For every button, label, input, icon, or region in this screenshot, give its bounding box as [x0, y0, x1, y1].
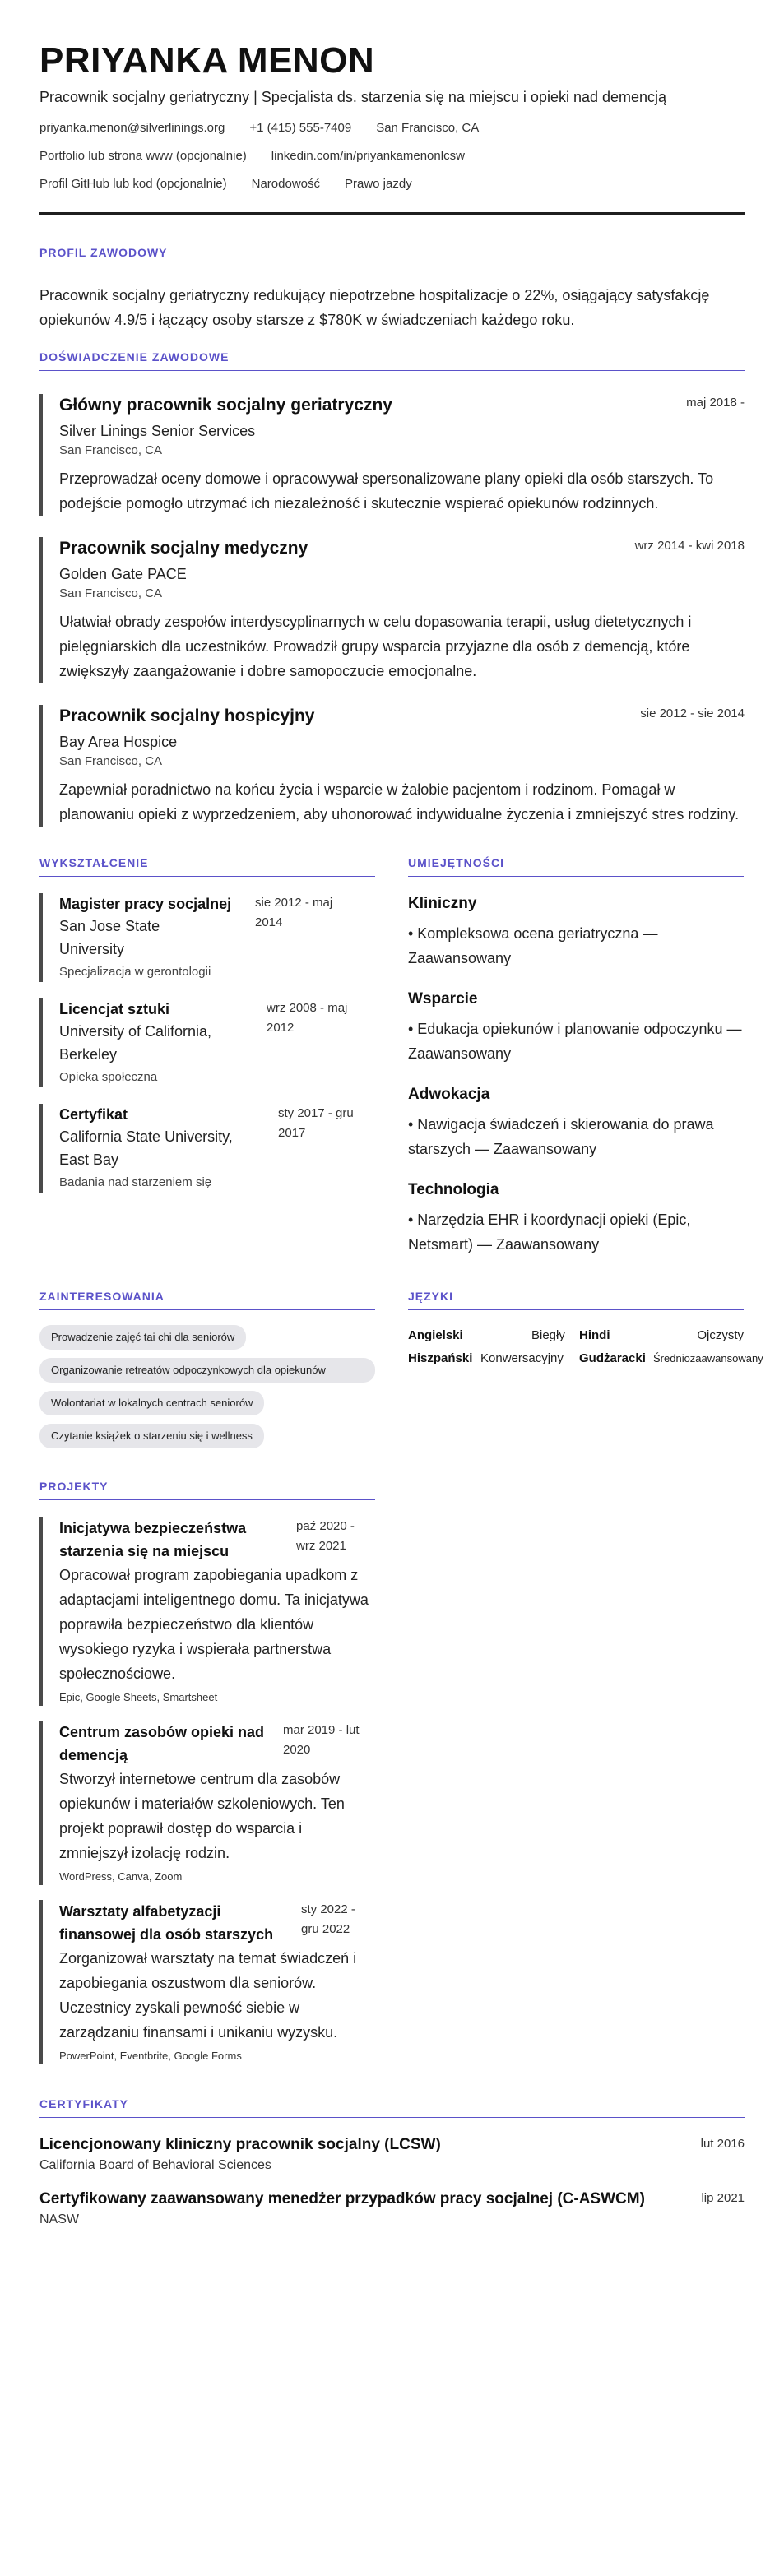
- project-entry: [39, 1517, 375, 1706]
- project-description: Opracował program zapobiegania upadkom z adaptacjami inteligentnego domu. Ta inicjatywa poprawiła bezpieczeństwo dla klientów wysokiego ryzyka i wspierała partnerstwa społecznościowe.: [59, 1567, 369, 1682]
- skill-group: [408, 989, 744, 1066]
- certificate-title: Licencjonowany kliniczny pracownik socjalny (LCSW): [39, 2136, 441, 2153]
- skill-category: Technologia: [408, 1181, 499, 1198]
- contact-row-2: [39, 148, 745, 164]
- education-entry: [39, 1104, 375, 1193]
- language-name: Angielski: [408, 1328, 463, 1342]
- job-organization: Silver Linings Senior Services: [59, 423, 256, 439]
- project-technologies: WordPress, Canva, Zoom: [59, 1870, 183, 1883]
- job-title: Pracownik socjalny hospicyjny: [59, 707, 315, 725]
- school-name: University of California, Berkeley: [59, 1023, 212, 1063]
- section-title-projects: PROJEKTY: [39, 1480, 375, 1500]
- education-date: sty 2017 - gru 2017: [278, 1106, 354, 1140]
- experience-entry: [39, 705, 745, 827]
- education-section: [39, 856, 375, 1257]
- skill-item: • Kompleksowa ocena geriatryczna — Zaawansowany: [408, 925, 658, 966]
- section-title-interests: ZAINTERESOWANIA: [39, 1290, 375, 1310]
- certificate-entry: [39, 2134, 745, 2175]
- job-location: San Francisco, CA: [59, 443, 163, 457]
- certificate-date: lut 2016: [700, 2137, 745, 2151]
- interest-tag: Czytanie książek o starzeniu się i wellness: [39, 1424, 264, 1448]
- linkedin-link[interactable]: linkedin.com/in/priyankamenonlcsw: [271, 149, 465, 163]
- project-description: Stworzył internetowe centrum dla zasobów opiekunów i materiałów szkoleniowych. Ten projekt poprawił dostęp do wsparcia i zmniejszył izolację rodzin.: [59, 1771, 345, 1861]
- section-title-certificates: CERTYFIKATY: [39, 2097, 745, 2118]
- job-date: wrz 2014 - kwi 2018: [634, 539, 745, 553]
- project-date: sty 2022 - gru 2022: [301, 1902, 355, 1936]
- section-title-education: WYKSZTAŁCENIE: [39, 856, 375, 877]
- skill-item: • Nawigacja świadczeń i skierowania do prawa starszych — Zaawansowany: [408, 1116, 714, 1157]
- certificate-entry: [39, 2189, 745, 2230]
- language-name: Hindi: [579, 1328, 610, 1342]
- education-entry: [39, 998, 375, 1087]
- job-organization: Bay Area Hospice: [59, 734, 178, 750]
- skill-group: [408, 893, 744, 971]
- profile-summary: Pracownik socjalny geriatryczny redukujący niepotrzebne hospitalizacje o 22%, osiągający satysfakcję opiekunów 4.9/5 i łączący osoby starsze z $780K w świadczeniach każdego roku.: [39, 287, 710, 328]
- project-date: paź 2020 - wrz 2021: [296, 1519, 355, 1553]
- job-description: Zapewniał poradnictwo na końcu życia i wsparcie w żałobie pacjentom i rodzinom. Pomagał w planowaniu opieki z wyprzedzeniem, aby uhonorować indywidualne życzenia i zmniejszyć stres rodziny.: [59, 781, 740, 822]
- contact-row-3: [39, 176, 745, 192]
- project-entry: [39, 1900, 375, 2064]
- project-date: mar 2019 - lut 2020: [283, 1723, 360, 1757]
- language-level: Konwersacyjny: [480, 1351, 564, 1365]
- skill-category: Kliniczny: [408, 895, 477, 912]
- language-level: Ojczysty: [697, 1328, 744, 1342]
- project-entry: [39, 1721, 375, 1885]
- education-field: Badania nad starzeniem się: [59, 1175, 212, 1189]
- education-date: sie 2012 - maj 2014: [255, 896, 333, 929]
- languages-section: [408, 1290, 763, 1448]
- headline: Pracownik socjalny geriatryczny | Specjalista ds. starzenia się na miejscu i opieki nad demencją: [39, 89, 667, 105]
- education-skills-row: [39, 856, 745, 1257]
- candidate-name: PRIYANKA MENON: [39, 40, 375, 81]
- language-level: Średniozaawansowany: [653, 1352, 763, 1364]
- education-field: Specjalizacja w gerontologii: [59, 965, 211, 979]
- section-title-languages: JĘZYKI: [408, 1290, 744, 1310]
- license-text: Prawo jazdy: [345, 177, 412, 191]
- job-title: Pracownik socjalny medyczny: [59, 539, 308, 558]
- language-name: Hiszpański: [408, 1351, 473, 1365]
- projects-section: [39, 1480, 375, 2064]
- certificate-issuer: California Board of Behavioral Sciences: [39, 2158, 271, 2172]
- project-technologies: PowerPoint, Eventbrite, Google Forms: [59, 2050, 242, 2062]
- job-title: Główny pracownik socjalny geriatryczny: [59, 396, 392, 415]
- school-name: California State University, East Bay: [59, 1128, 233, 1168]
- school-name: San Jose State University: [59, 918, 160, 957]
- nationality-text: Narodowość: [251, 177, 320, 191]
- profile-section: [39, 246, 745, 332]
- education-field: Opieka społeczna: [59, 1070, 158, 1084]
- skill-group: [408, 1084, 744, 1161]
- skill-item: • Edukacja opiekunów i planowanie odpoczynku — Zaawansowany: [408, 1021, 742, 1062]
- skill-group: [408, 1179, 744, 1257]
- job-location: San Francisco, CA: [59, 586, 163, 600]
- job-organization: Golden Gate PACE: [59, 566, 187, 582]
- project-title: Warsztaty alfabetyzacji finansowej dla osób starszych: [59, 1903, 274, 1943]
- skill-item: • Narzędzia EHR i koordynacji opieki (Epic, Netsmart) — Zaawansowany: [408, 1212, 691, 1253]
- interests-section: [39, 1290, 375, 1448]
- skills-section: [408, 856, 744, 1257]
- skill-category: Adwokacja: [408, 1086, 490, 1103]
- phone-link[interactable]: +1 (415) 555-7409: [249, 121, 352, 135]
- portfolio-link[interactable]: Portfolio lub strona www (opcjonalnie): [39, 149, 247, 163]
- education-entry: [39, 893, 375, 982]
- experience-entry: [39, 537, 745, 683]
- language-row: [408, 1327, 744, 1345]
- header-divider: [39, 212, 745, 215]
- github-link[interactable]: Profil GitHub lub kod (opcjonalnie): [39, 177, 227, 191]
- degree-title: Certyfikat: [59, 1106, 128, 1123]
- interest-tag: Organizowanie retreatów odpoczynkowych dla opiekunów: [39, 1358, 375, 1383]
- language-row: [408, 1350, 763, 1368]
- interest-tags: [39, 1325, 375, 1448]
- section-title-experience: DOŚWIADCZENIE ZAWODOWE: [39, 350, 745, 371]
- skill-category: Wsparcie: [408, 990, 478, 1008]
- certificate-issuer: NASW: [39, 2212, 79, 2226]
- project-title: Inicjatywa bezpieczeństwa starzenia się na miejscu: [59, 1520, 247, 1559]
- job-date: sie 2012 - sie 2014: [640, 707, 745, 720]
- certificates-section: [39, 2097, 745, 2230]
- contact-row-1: [39, 120, 745, 137]
- project-description: Zorganizował warsztaty na temat świadczeń i zapobiegania oszustwom dla seniorów. Uczestnicy zyskali pewność siebie w zarządzaniu finansami i unikaniu wyzysku.: [59, 1950, 357, 2041]
- project-title: Centrum zasobów opieki nad demencją: [59, 1724, 265, 1763]
- language-name: Gudżarackі: [579, 1351, 646, 1365]
- certificate-date: lip 2021: [701, 2191, 745, 2205]
- degree-title: Magister pracy socjalnej: [59, 896, 232, 912]
- job-date: maj 2018 -: [686, 396, 745, 410]
- language-level: Biegły: [531, 1328, 565, 1342]
- email-link[interactable]: priyanka.menon@silverlinings.org: [39, 121, 225, 135]
- resume-header: [39, 39, 745, 215]
- section-title-skills: UMIEJĘTNOŚCI: [408, 856, 744, 877]
- interest-tag: Wolontariat w lokalnych centrach seniorów: [39, 1391, 264, 1415]
- job-location: San Francisco, CA: [59, 754, 163, 768]
- degree-title: Licencjat sztuki: [59, 1001, 170, 1017]
- job-description: Ułatwiał obrady zespołów interdyscyplinarnych w celu dopasowania terapii, usług dietetycznych i pielęgniarskich dla uczestników. Prowadził grupy wsparcia przyjazne dla osób z demencją, które zwiększyły zaangażowanie i dobre samopoczucie emocjonalne.: [59, 614, 692, 679]
- project-technologies: Epic, Google Sheets, Smartsheet: [59, 1691, 218, 1703]
- interests-languages-row: [39, 1290, 763, 1448]
- experience-entry: [39, 394, 745, 516]
- interest-tag: Prowadzenie zajęć tai chi dla seniorów: [39, 1325, 246, 1350]
- location-text: San Francisco, CA: [376, 121, 480, 135]
- education-date: wrz 2008 - maj 2012: [267, 1001, 348, 1035]
- experience-section: [39, 350, 745, 827]
- section-title-profile: PROFIL ZAWODOWY: [39, 246, 745, 266]
- job-description: Przeprowadzał oceny domowe i opracowywał spersonalizowane plany opieki dla osób starszych. To podejście pomogło utrzymać ich niezależność i skutecznie wspierać opiekunów rodzinnych.: [59, 470, 714, 512]
- languages-list: [408, 1327, 763, 1368]
- certificate-title: Certyfikowany zaawansowany menedżer przypadków pracy socjalnej (C-ASWCM): [39, 2190, 645, 2208]
